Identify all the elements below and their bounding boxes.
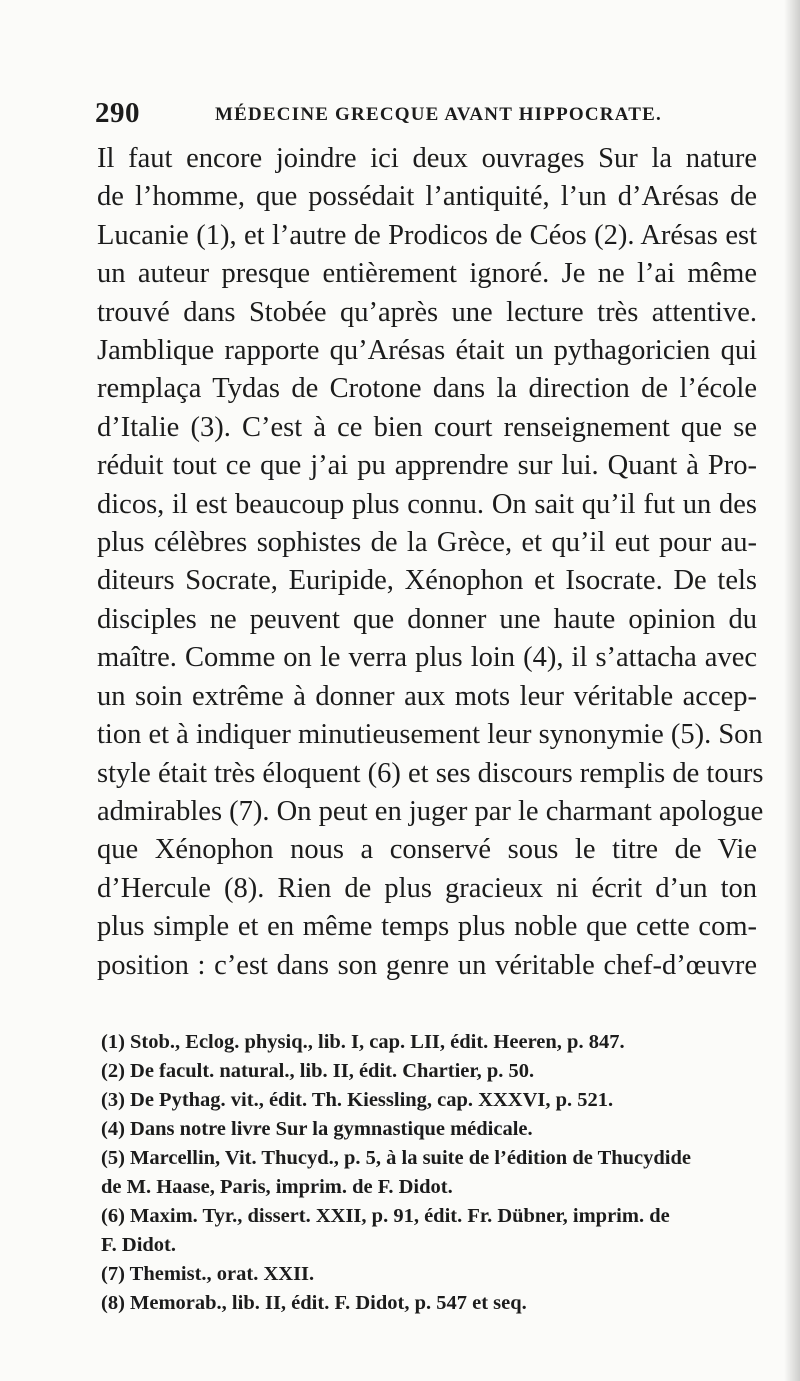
body-line: d’Hercule (8). Rien de plus gracieux ni écrit d’un ton [97,872,757,904]
body-line: dicos, il est beaucoup plus connu. On sait qu’il fut un des [97,488,757,520]
body-line: d’Italie (3). C’est à ce bien court renseignement que se [97,411,757,443]
footnote: (5) Marcellin, Vit. Thucyd., p. 5, à la suite de l’édition de Thucydide [101,1147,692,1169]
footnote: (2) De facult. natural., lib. II, édit. Chartier, p. 50. [101,1060,535,1082]
footnote: (3) De Pythag. vit., édit. Th. Kiessling, cap. XXXVI, p. 521. [101,1089,614,1111]
body-line: Lucanie (1), et l’autre de Prodicos de Céos (2). Arésas est [97,219,757,251]
body-line: plus simple et en même temps plus noble que cette com- [97,911,757,943]
page-number: 290 [95,97,140,129]
footnote: (1) Stob., Eclog. physiq., lib. I, cap. LII, édit. Heeren, p. 847. [101,1031,625,1053]
body-line: trouvé dans Stobée qu’après une lecture très attentive. [97,296,757,328]
body-line: plus célèbres sophistes de la Grèce, et qu’il eut pour au- [97,527,757,559]
body-line: position : c’est dans son genre un véritable chef-d’œuvre [97,949,757,981]
footnotes [101,1028,764,1318]
footnote: (8) Memorab., lib. II, édit. F. Didot, p. 547 et seq. [101,1292,527,1314]
body-line: un auteur presque entièrement ignoré. Je ne l’ai même [97,258,757,290]
body-line: tion et à indiquer minutieusement leur synonymie (5). Son [97,719,763,751]
body-line: remplaça Tydas de Crotone dans la direction de l’école [97,373,757,405]
body-line: un soin extrême à donner aux mots leur véritable accep- [97,680,757,712]
body-line: maître. Comme on le verra plus loin (4), il s’attacha avec [97,642,757,674]
body-line: de l’homme, que possédait l’antiquité, l’un d’Arésas de [97,181,757,213]
body-line: Jamblique rapporte qu’Arésas était un pythagoricien qui [97,335,757,367]
body-line: disciples ne peuvent que donner une haute opinion du [97,603,757,635]
footnote-continuation: F. Didot. [101,1234,176,1256]
body-line: que Xénophon nous a conservé sous le titre de Vie [97,834,757,866]
page-gutter-shadow [784,0,800,1381]
body-line: réduit tout ce que j’ai pu apprendre sur lui. Quant à Pro- [97,450,757,482]
body-line: Il faut encore joindre ici deux ouvrages Sur la nature [97,143,757,174]
body-line: diteurs Socrate, Euripide, Xénophon et Isocrate. De tels [97,565,757,597]
footnote: (4) Dans notre livre Sur la gymnastique médicale. [101,1118,533,1140]
running-title: MÉDECINE GRECQUE AVANT HIPPOCRATE. [215,104,662,125]
page-header [95,97,735,133]
body-line: admirables (7). On peut en juger par le charmant apologue [97,795,764,827]
footnote: (7) Themist., orat. XXII. [101,1263,315,1285]
footnote-continuation: de M. Haase, Paris, imprim. de F. Didot. [101,1176,453,1198]
body-text [97,140,764,985]
footnote: (6) Maxim. Tyr., dissert. XXII, p. 91, édit. Fr. Dübner, imprim. de [101,1205,670,1227]
body-line: style était très éloquent (6) et ses discours remplis de tours [97,757,764,789]
